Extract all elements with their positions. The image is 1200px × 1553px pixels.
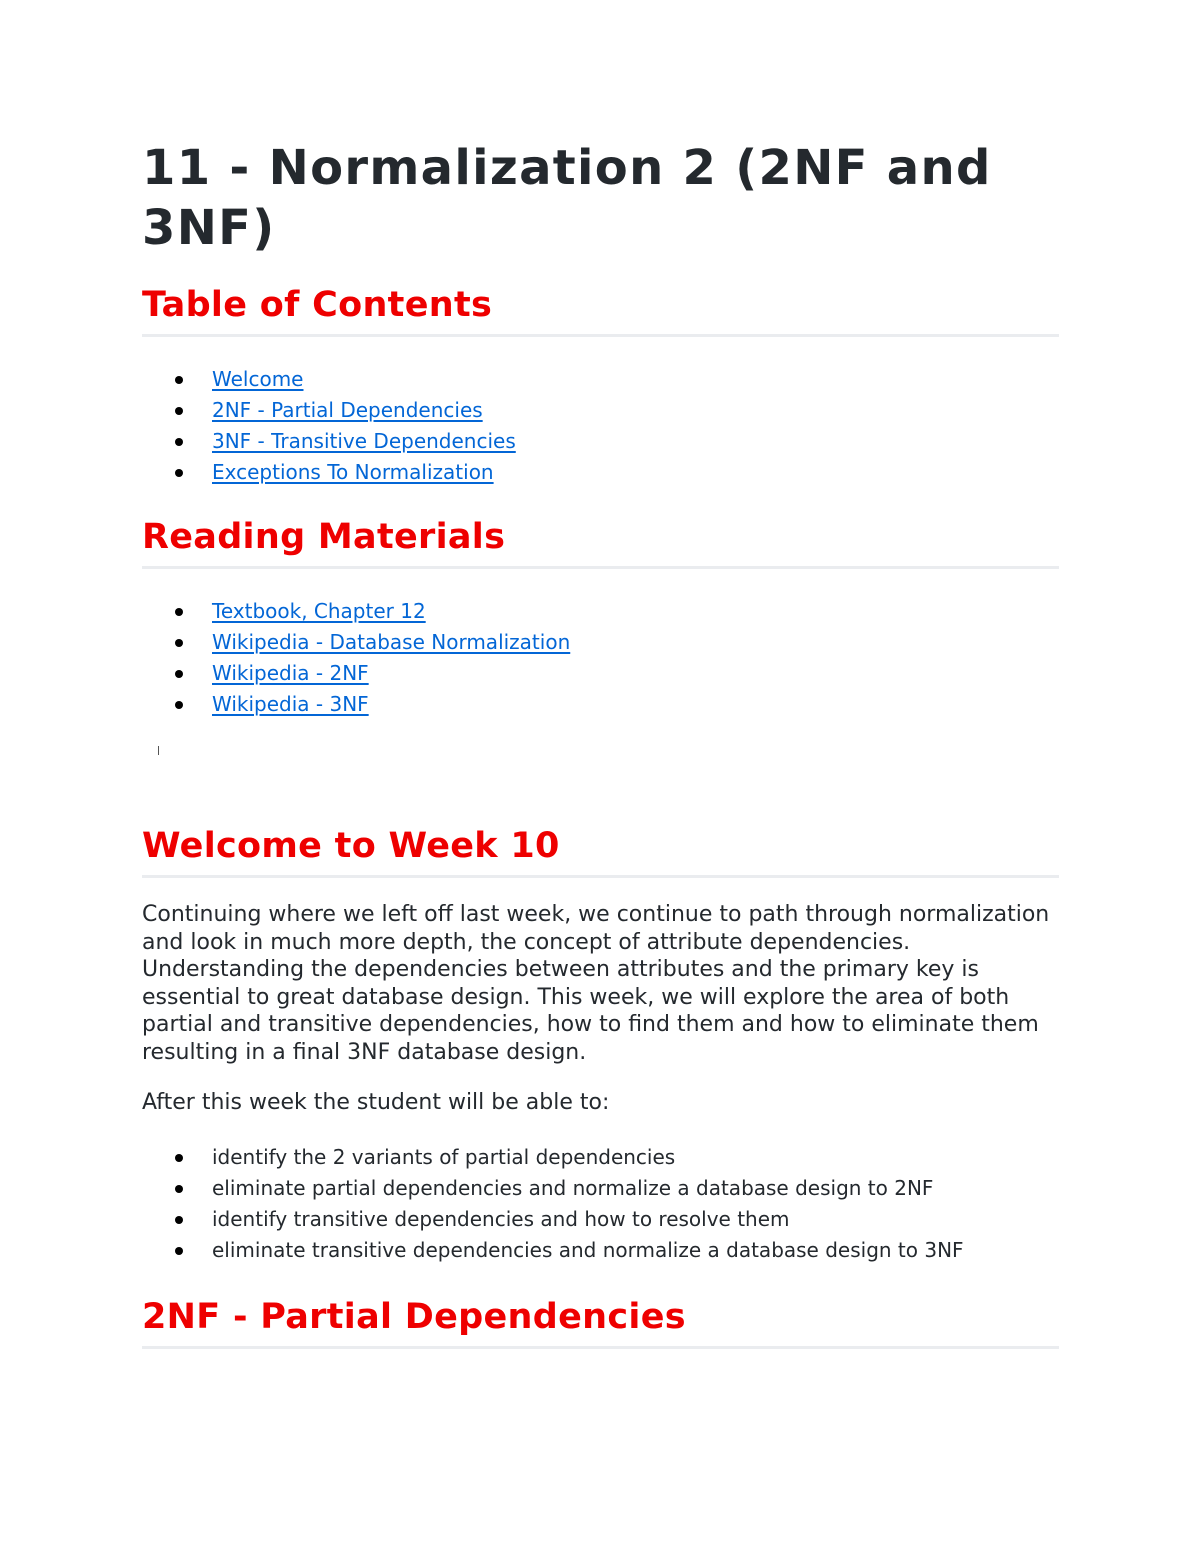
objective-item [142, 1235, 1059, 1266]
bullet-icon [175, 376, 183, 384]
toc-link-3nf[interactable]: 3NF - Transitive Dependencies [212, 429, 516, 453]
toc-item-2nf [142, 395, 1059, 426]
reading-item-wiki-normalization [142, 627, 1059, 658]
bullet-icon [175, 1154, 183, 1162]
toc-link-welcome[interactable]: Welcome [212, 367, 304, 391]
reading-item-wiki-3nf [142, 689, 1059, 720]
partial-heading: 2NF - Partial Dependencies [142, 1294, 1059, 1349]
bullet-icon [175, 1247, 183, 1255]
stray-mark [158, 746, 159, 755]
partial-section [142, 1294, 1059, 1349]
reading-item-textbook [142, 596, 1059, 627]
bullet-icon [175, 608, 183, 616]
reading-link-wiki-normalization[interactable]: Wikipedia - Database Normalization [212, 630, 571, 654]
bullet-icon [175, 438, 183, 446]
objective-item [142, 1142, 1059, 1173]
bullet-icon [175, 1216, 183, 1224]
toc-item-3nf [142, 426, 1059, 457]
objectives-list [142, 1142, 1059, 1266]
toc-list [142, 364, 1059, 488]
toc-section [142, 282, 1059, 488]
toc-link-exceptions[interactable]: Exceptions To Normalization [212, 460, 494, 484]
toc-heading: Table of Contents [142, 282, 1059, 337]
reading-item-wiki-2nf [142, 658, 1059, 689]
objective-text: identify transitive dependencies and how to resolve them [212, 1206, 790, 1231]
bullet-icon [175, 407, 183, 415]
objective-text: eliminate partial dependencies and normalize a database design to 2NF [212, 1175, 934, 1200]
page-title: 11 - Normalization 2 (2NF and 3NF) [142, 140, 992, 256]
objective-text: eliminate transitive dependencies and normalize a database design to 3NF [212, 1237, 964, 1262]
objective-text: identify the 2 variants of partial dependencies [212, 1144, 676, 1169]
reading-link-wiki-2nf[interactable]: Wikipedia - 2NF [212, 661, 369, 685]
toc-item-exceptions [142, 457, 1059, 488]
toc-item-welcome [142, 364, 1059, 395]
objective-item [142, 1173, 1059, 1204]
bullet-icon [175, 670, 183, 678]
welcome-heading: Welcome to Week 10 [142, 823, 1059, 878]
reading-list [142, 596, 1059, 720]
bullet-icon [175, 1185, 183, 1193]
reading-section [142, 514, 1059, 720]
reading-link-wiki-3nf[interactable]: Wikipedia - 3NF [212, 692, 369, 716]
bullet-icon [175, 639, 183, 647]
welcome-paragraph: Continuing where we left off last week, we continue to path through normalization and look in much more depth, the concept of attribute dependencies. Understanding the dependencies between attributes and the primary key is essential to great database design. This week, we will explore the area of both partial and transitive dependencies, how to find them and how to eliminate them resulting in a final 3NF database design. [142, 902, 1050, 1065]
welcome-section [142, 823, 1059, 1266]
reading-heading: Reading Materials [142, 514, 1059, 569]
objective-item [142, 1204, 1059, 1235]
bullet-icon [175, 701, 183, 709]
reading-link-textbook[interactable]: Textbook, Chapter 12 [212, 599, 426, 623]
toc-link-2nf[interactable]: 2NF - Partial Dependencies [212, 398, 483, 422]
bullet-icon [175, 469, 183, 477]
objectives-intro: After this week the student will be able to: [142, 1090, 610, 1115]
